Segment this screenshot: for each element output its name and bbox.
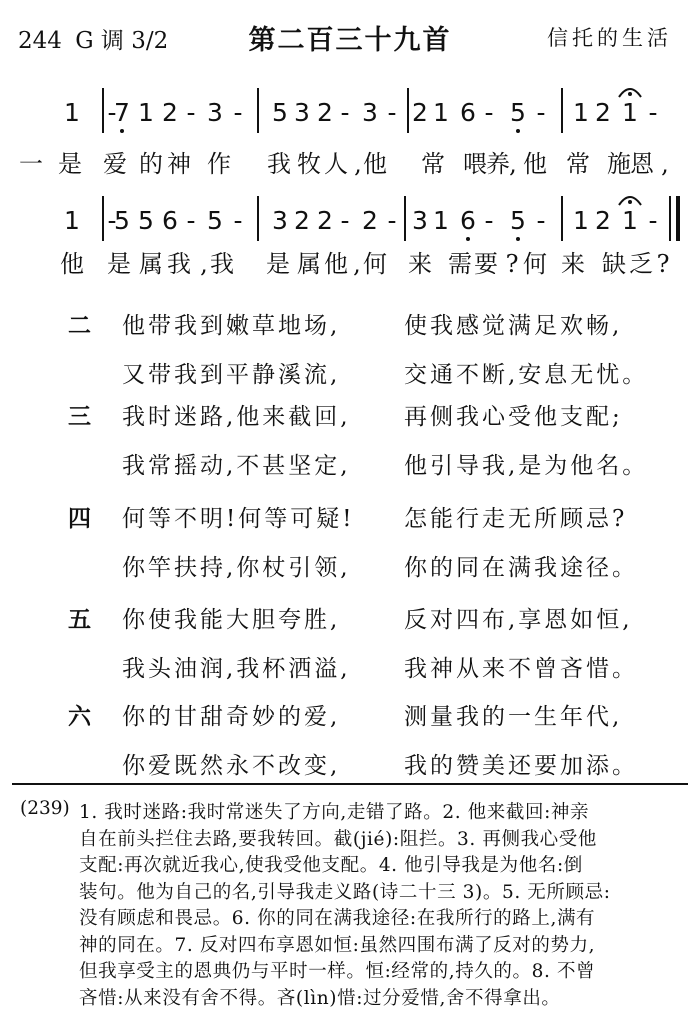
verse-line: 我时迷路,他来截回, xyxy=(122,404,351,430)
note: 2 xyxy=(412,98,428,127)
lyric-char: , xyxy=(661,150,669,178)
verse-line: 你竿扶持,你杖引领, xyxy=(122,555,351,581)
note: 2 xyxy=(162,98,178,127)
barline xyxy=(257,196,259,241)
note: 1 xyxy=(138,98,154,127)
footnote-line: 但我享受主的恩典仍与平时一样。恒:经常的,持久的。8. 不曾 xyxy=(79,961,596,982)
note: 6 xyxy=(460,98,476,127)
lyric-char: , xyxy=(354,150,362,178)
footnote-line: 没有顾虑和畏忌。6. 你的同在满我途径:在我所行的路上,满有 xyxy=(79,908,596,929)
page-title: 第二百三十九首 xyxy=(248,25,452,56)
hymn-category: 信托的生活 xyxy=(547,26,672,50)
lyric-char: 他 xyxy=(60,250,84,278)
note: 1 xyxy=(64,206,80,235)
note-hold: - xyxy=(340,206,350,235)
footnote-line: 1. 我时迷路:我时常迷失了方向,走错了路。2. 他来截回:神亲 xyxy=(79,802,590,823)
lyric-char: 养 xyxy=(486,150,510,178)
note: 1 xyxy=(433,206,449,235)
lyric-char: 他 xyxy=(324,250,348,278)
footnote-line: 自在前头拦住去路,要我转回。截(jié):阻拦。3. 再侧我心受他 xyxy=(79,828,597,850)
key-signature: G 调 3/2 xyxy=(75,28,169,54)
note: 2 xyxy=(317,98,333,127)
note: 1 xyxy=(573,206,589,235)
note: 1 xyxy=(573,98,589,127)
lyric-char: 爱 xyxy=(103,150,127,178)
verse-line: 你的甘甜奇妙的爱, xyxy=(122,704,341,730)
lyric-char: ? xyxy=(505,250,519,278)
lyric-char: 我 xyxy=(167,250,191,278)
footnote-divider xyxy=(12,783,688,785)
note: 3 xyxy=(207,98,223,127)
lyric-char: 神 xyxy=(167,150,191,178)
lyric-char: 他 xyxy=(363,150,387,178)
note: 7 xyxy=(114,98,130,127)
note: 5 xyxy=(272,98,288,127)
note-hold: - xyxy=(648,98,658,127)
lyric-char: 恩 xyxy=(630,150,654,178)
lyric-char: 作 xyxy=(207,150,231,178)
footnote-ref: (239) xyxy=(20,798,70,819)
lyric-char: 是 xyxy=(58,150,82,178)
verse-line: 测量我的一生年代, xyxy=(404,704,623,730)
note: 1 xyxy=(622,206,638,235)
lyric-char: 施 xyxy=(607,150,631,178)
verse-line: 他引导我,是为他名。 xyxy=(404,453,649,479)
octave-dot-below xyxy=(120,129,124,133)
note-hold: - xyxy=(186,206,196,235)
note-hold: - xyxy=(387,206,397,235)
verse-line: 交通不断,安息无忧。 xyxy=(404,362,649,388)
barline xyxy=(257,88,259,133)
lyric-char: ? xyxy=(656,250,670,278)
lyric-char: 的 xyxy=(139,150,163,178)
lyric-char: 需 xyxy=(448,250,472,278)
fermata-icon xyxy=(617,191,643,207)
barline xyxy=(407,88,409,133)
note: 1 xyxy=(622,98,638,127)
octave-dot-below xyxy=(516,129,520,133)
lyric-char: , xyxy=(353,250,361,278)
lyric-char: , xyxy=(509,150,517,178)
note: 2 xyxy=(317,206,333,235)
verse-line: 你的同在满我途径。 xyxy=(404,555,638,581)
verse-line: 他带我到嫩草地场, xyxy=(122,313,341,339)
lyric-char: 常 xyxy=(566,150,590,178)
verse-line: 怎能行走无所顾忌? xyxy=(404,506,628,532)
verse-line: 你爱既然永不改变, xyxy=(122,753,341,779)
lyric-char: 乏 xyxy=(629,250,653,278)
lyric-char: 来 xyxy=(408,250,432,278)
lyric-char: 我 xyxy=(210,250,234,278)
note: 1 xyxy=(433,98,449,127)
fermata-icon xyxy=(617,83,643,99)
note: 3 xyxy=(272,206,288,235)
verse-number: 六 xyxy=(68,703,91,730)
note-hold: - xyxy=(186,98,196,127)
note: 2 xyxy=(595,206,611,235)
note: 5 xyxy=(510,206,526,235)
note: 2 xyxy=(294,206,310,235)
verse-line: 使我感觉满足欢畅, xyxy=(404,313,623,339)
verse-line: 我的赞美还要加添。 xyxy=(404,753,638,779)
note: 6 xyxy=(162,206,178,235)
note: 3 xyxy=(362,98,378,127)
lyric-char: 一 xyxy=(19,150,43,178)
verse-line: 何等不明!何等可疑! xyxy=(122,506,355,532)
octave-dot-below xyxy=(516,237,520,241)
barline xyxy=(561,88,563,133)
verse-number: 三 xyxy=(68,403,91,430)
note: 6 xyxy=(460,206,476,235)
footnote-line: 吝惜:从来没有舍不得。吝(lìn)惜:过分爱惜,舍不得拿出。 xyxy=(79,987,561,1009)
lyric-char: 他 xyxy=(523,150,547,178)
note-hold: - xyxy=(484,98,494,127)
lyric-char: 是 xyxy=(266,250,290,278)
final-barline-thick xyxy=(676,196,680,241)
verse-line: 你使我能大胆夸胜, xyxy=(122,607,341,633)
note-hold: - xyxy=(340,98,350,127)
verse-line: 我神从来不曾吝惜。 xyxy=(404,656,638,682)
note: 5 xyxy=(114,206,130,235)
final-barline-thin xyxy=(669,196,671,241)
note: 1 xyxy=(64,98,80,127)
hymn-number: 244 xyxy=(18,28,62,54)
lyric-char: 我 xyxy=(267,150,291,178)
note-hold: - xyxy=(107,206,117,235)
verse-number: 五 xyxy=(68,606,91,633)
note: 5 xyxy=(207,206,223,235)
lyric-char: 属 xyxy=(297,250,321,278)
note: 3 xyxy=(294,98,310,127)
note: 5 xyxy=(138,206,154,235)
lyric-char: 是 xyxy=(107,250,131,278)
note: 3 xyxy=(412,206,428,235)
verse-line: 我常摇动,不甚坚定, xyxy=(122,453,351,479)
note-hold: - xyxy=(536,206,546,235)
verse-line: 反对四布,享恩如恒, xyxy=(404,607,633,633)
lyric-char: 喂 xyxy=(463,150,487,178)
note-hold: - xyxy=(648,206,658,235)
note: 2 xyxy=(595,98,611,127)
lyric-char: 缺 xyxy=(602,250,626,278)
lyric-char: 人 xyxy=(324,150,348,178)
note-hold: - xyxy=(536,98,546,127)
note: 5 xyxy=(510,98,526,127)
octave-dot-below xyxy=(466,237,470,241)
lyric-char: 常 xyxy=(421,150,445,178)
lyric-char: 来 xyxy=(561,250,585,278)
footnote-line: 支配:再次就近我心,使我受他支配。4. 他引导我是为他名:倒 xyxy=(79,855,583,876)
verse-number: 二 xyxy=(68,312,91,339)
note-hold: - xyxy=(484,206,494,235)
note-hold: - xyxy=(233,98,243,127)
verse-number: 四 xyxy=(68,505,91,532)
lyric-char: 牧 xyxy=(297,150,321,178)
lyric-char: , xyxy=(200,250,208,278)
lyric-char: 要 xyxy=(474,250,498,278)
note-hold: - xyxy=(107,98,117,127)
footnote-line: 装句。他为自己的名,引导我走义路(诗二十三 3)。5. 无所顾忌: xyxy=(79,881,611,903)
lyric-char: 何 xyxy=(363,250,387,278)
barline xyxy=(561,196,563,241)
lyric-char: 何 xyxy=(523,250,547,278)
note-hold: - xyxy=(387,98,397,127)
verse-line: 我头油润,我杯洒溢, xyxy=(122,656,351,682)
verse-line: 又带我到平静溪流, xyxy=(122,362,341,388)
verse-line: 再侧我心受他支配; xyxy=(404,404,623,430)
barline xyxy=(404,196,406,241)
lyric-char: 属 xyxy=(139,250,163,278)
note-hold: - xyxy=(233,206,243,235)
footnote-line: 神的同在。7. 反对四布享恩如恒:虽然四围布满了反对的势力, xyxy=(79,934,596,956)
note: 2 xyxy=(362,206,378,235)
